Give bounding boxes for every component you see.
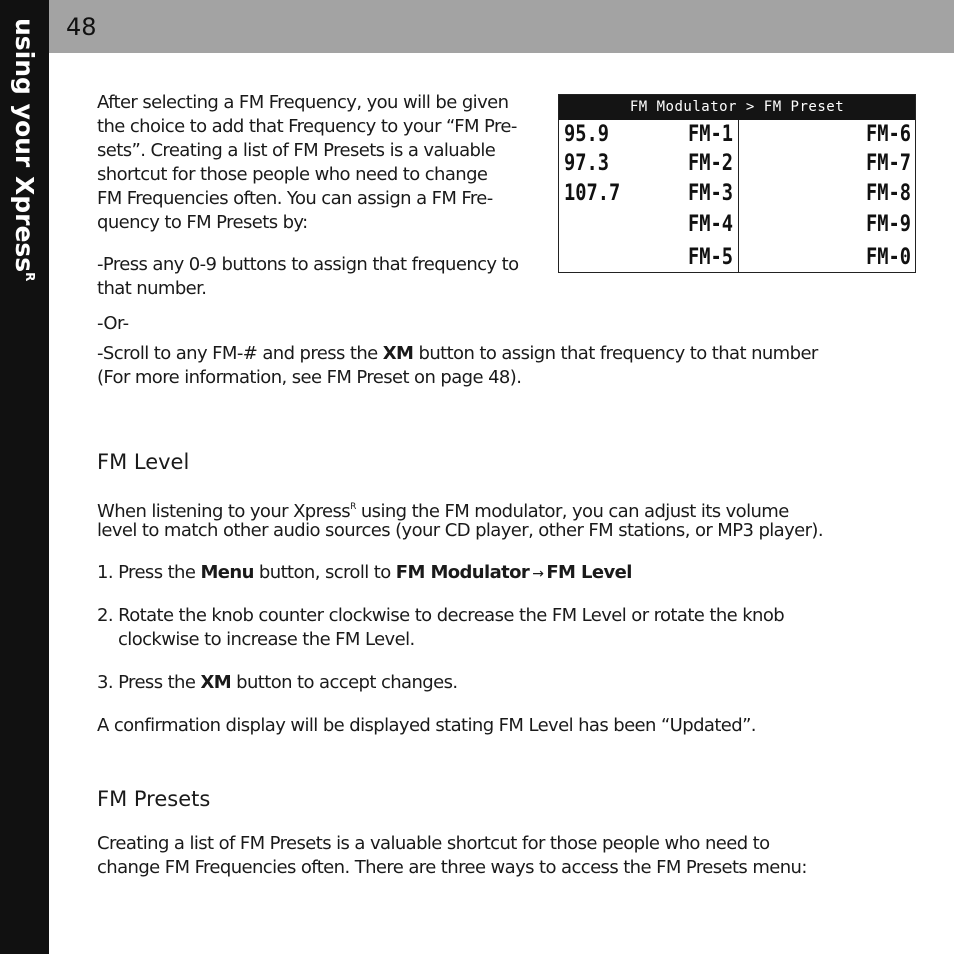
lcd-preset: FM-2 [687,151,733,176]
fm-presets-line-1: Creating a list of FM Presets is a valuable shortcut for those people who need to [97,833,770,854]
or-text: -Or- [97,313,129,334]
header-bar [49,0,954,53]
lcd-preset: FM-0 [865,245,911,270]
lcd-preset: FM-1 [687,122,733,147]
arrow-right-icon: → [532,566,544,582]
intro-line-6: quency to FM Presets by: [97,212,308,233]
lcd-preset: FM-6 [865,122,911,147]
lcd-preset: FM-5 [687,245,733,270]
fm-level-heading: FM Level [97,450,190,474]
step3-text-b: button to accept changes. [231,672,458,693]
intro-line-1: After selecting a FM Frequency, you will be given [97,92,509,113]
scroll-line-2: (For more information, see FM Preset on page 48). [97,367,522,388]
fm-level-p1-line-2: level to match other audio sources (your CD player, other FM stations, or MP3 player). [97,520,823,541]
sidebar-title [2,18,48,288]
sidebar-title-text: using your Xpress [10,18,39,273]
lcd-preset: FM-9 [865,212,911,237]
sidebar-title-superscript: R [23,272,37,282]
scroll-text-a: -Scroll to any FM-# and press the [97,343,383,364]
intro-line-4: shortcut for those people who need to change [97,164,488,185]
lcd-frequency: 107.7 [564,181,621,206]
lcd-screen [558,94,916,273]
fm-level-p1-text-a: When listening to your Xpress [97,501,351,522]
fm-level-confirmation: A confirmation display will be displayed stating FM Level has been “Updated”. [97,715,756,736]
step1-text-a: 1. Press the [97,562,201,583]
fm-presets-line-2: change FM Frequencies often. There are three ways to access the FM Presets menu: [97,857,807,878]
press-line-2: that number. [97,278,207,299]
lcd-preset: FM-8 [865,181,911,206]
fm-level-step-1 [97,561,632,586]
intro-line-3: sets”. Creating a list of FM Presets is a valuable [97,140,496,161]
scroll-xm-label: XM [382,343,414,364]
step3-text-a: 3. Press the [97,672,201,693]
lcd-title: FM Modulator > FM Preset [559,95,915,120]
lcd-frequency: 95.9 [564,122,610,147]
sidebar-band [0,0,49,954]
step1-path-2: FM Level [546,562,632,583]
sidebar-title-svg [2,18,48,288]
step1-text-b: button, scroll to [253,562,396,583]
fm-level-step-2-line-1: 2. Rotate the knob counter clockwise to decrease the FM Level or rotate the knob [97,605,785,626]
lcd-preset: FM-7 [865,151,911,176]
lcd-preset: FM-4 [687,212,733,237]
fm-level-p1-superscript: R [350,502,356,512]
step1-menu-label: Menu [200,562,254,583]
scroll-text-b: button to assign that frequency to that number [413,343,818,364]
lcd-frequency: 97.3 [564,151,610,176]
step3-xm-label: XM [200,672,232,693]
press-line-1: -Press any 0-9 buttons to assign that frequency to [97,254,519,275]
step1-path-1: FM Modulator [395,562,530,583]
fm-level-step-2-line-2: clockwise to increase the FM Level. [118,629,415,650]
intro-line-5: FM Frequencies often. You can assign a FM Fre- [97,188,493,209]
fm-level-step-3 [97,671,458,695]
page-number: 48 [66,13,97,41]
lcd-divider [738,120,739,273]
fm-level-p1-text-b: using the FM modulator, you can adjust its volume [355,501,789,522]
scroll-line-1 [97,342,818,366]
fm-presets-heading: FM Presets [97,787,211,811]
lcd-preset: FM-3 [687,181,733,206]
svg-text:using your XpressR [10,18,39,281]
intro-line-2: the choice to add that Frequency to your “FM Pre- [97,116,517,137]
